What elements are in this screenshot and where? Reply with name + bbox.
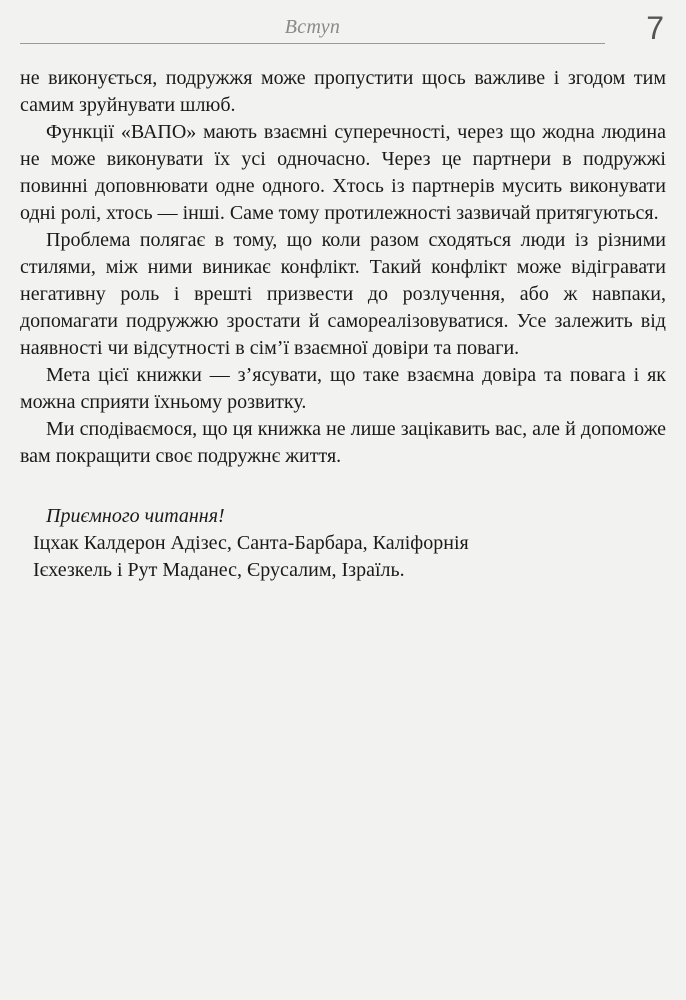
signoff xyxy=(20,503,666,584)
signoff-author-2: Ієхезкель і Рут Маданес, Єрусалим, Ізраїль. xyxy=(33,559,405,581)
header-rule xyxy=(20,43,605,44)
page-header xyxy=(20,10,666,50)
paragraph-functions: Функції «ВАПО» мають взаємні суперечності, через що жодна людина не може виконувати їх усі одночасно. Через це партнери в подружжі повинні доповнювати одне одного. Хтось із партнерів мусить виконувати одні ролі, хтось — інші. Саме тому протилежності зазвичай притягуються. xyxy=(20,121,666,224)
body-text xyxy=(20,65,666,470)
paragraph-continued: не виконується, подружжя може пропустити щось важливе і згодом тим самим зруйнувати шлюб. xyxy=(20,67,666,116)
signoff-author-1: Іцхак Калдерон Адізес, Санта-Барбара, Каліфорнія xyxy=(33,532,469,554)
page-number: 7 xyxy=(646,10,664,46)
signoff-greeting: Приємного читання! xyxy=(46,505,225,527)
paragraph-purpose: Мета цієї книжки — з’ясувати, що таке взаємна довіра та повага і як можна сприяти їхньому розвитку. xyxy=(20,364,666,413)
paragraph-conflict: Проблема полягає в тому, що коли разом сходяться люди із різними стилями, між ними виникає конфлікт. Такий конфлікт може відігравати негативну роль і врешті призвести до розлучення, або ж навпаки, допомагати подружжю зростати й самореалізовуватися. Усе залежить від наявності чи відсутності в сім’ї взаємної довіри та поваги. xyxy=(20,229,666,359)
running-title: Вступ xyxy=(284,16,341,38)
paragraph-hope: Ми сподіваємося, що ця книжка не лише зацікавить вас, але й допоможе вам покращити своє подружнє життя. xyxy=(20,418,666,467)
